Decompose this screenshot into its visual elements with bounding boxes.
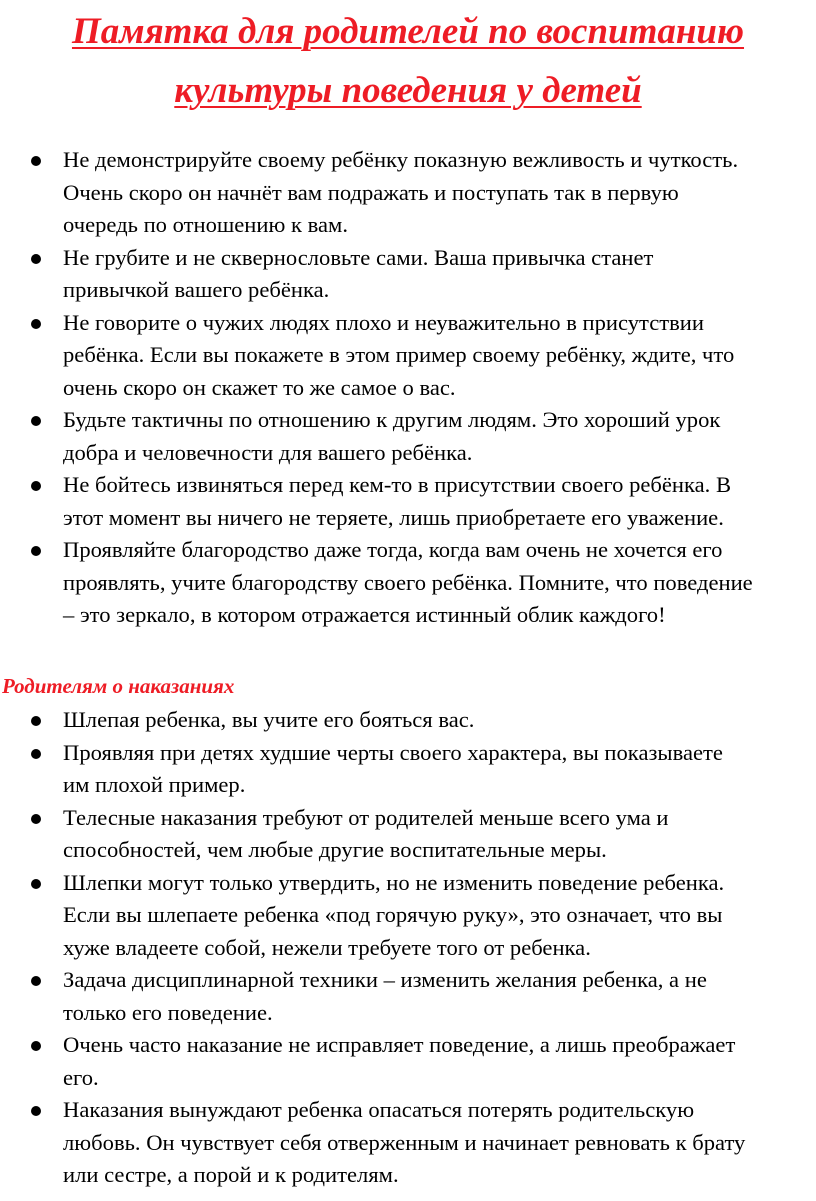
bullet-icon [31, 1041, 41, 1051]
bullet-icon [31, 716, 41, 726]
list-item-text: Наказания вынуждают ребенка опасаться потерять родительскую любовь. Он чувствует себя отверженным и начинает ревновать к брату или сестре, а порой и к родителям. [63, 1097, 746, 1187]
bullet-icon [31, 879, 41, 889]
manners-tips-list [0, 144, 816, 632]
list-item [0, 704, 816, 737]
list-item [0, 469, 816, 534]
bullet-icon [31, 416, 41, 426]
list-item-text: Проявляйте благородство даже тогда, когда вам очень не хочется его проявлять, учите благородству своего ребёнка. Помните, что поведение – это зеркало, в котором отражается истинный облик каждого! [63, 537, 753, 627]
bullet-icon [31, 814, 41, 824]
bullet-icon [31, 254, 41, 264]
bullet-icon [31, 319, 41, 329]
bullet-icon [31, 546, 41, 556]
page-title: Памятка для родителей по воспитанию культуры поведения у детей [71, 11, 745, 111]
list-item [0, 964, 816, 1029]
list-item [0, 534, 816, 632]
list-item-text: Очень часто наказание не исправляет поведение, а лишь преображает его. [63, 1032, 736, 1090]
list-item-text: Не бойтесь извиняться перед кем-то в присутствии своего ребёнка. В этот момент вы ничего не теряете, лишь приобретаете его уважение. [63, 472, 732, 530]
list-item-text: Проявляя при детях худшие черты своего характера, вы показываете им плохой пример. [63, 739, 723, 797]
punishment-tips-list [0, 704, 816, 1192]
list-item [0, 242, 816, 307]
bullet-icon [31, 1106, 41, 1116]
list-item-text: Не демонстрируйте своему ребёнку показную вежливость и чуткость. Очень скоро он начнёт вам подражать и поступать так в первую очередь по отношению к вам. [63, 147, 739, 237]
list-item-text: Не говорите о чужих людях плохо и неуважительно в присутствии ребёнка. Если вы покажете в этом пример своему ребёнку, ждите, что очень скоро он скажет то же самое о вас. [63, 309, 735, 400]
list-item [0, 867, 816, 965]
punishment-section-heading: Родителям о наказаниях [2, 674, 235, 698]
list-item [0, 307, 816, 405]
list-item-text: Шлепки могут только утвердить, но не изменить поведение ребенка. Если вы шлепаете ребенка «под горячую руку», это означает, что вы хуже владеете собой, нежели требуете того от ребенка. [63, 869, 725, 960]
list-item [0, 802, 816, 867]
bullet-icon [31, 481, 41, 491]
bullet-icon [31, 156, 41, 166]
bullet-icon [31, 749, 41, 759]
list-item-text: Телесные наказания требуют от родителей меньше всего ума и способностей, чем любые другие воспитательные меры. [63, 804, 669, 862]
list-item [0, 404, 816, 469]
list-item [0, 1029, 816, 1094]
list-item-text: Шлепая ребенка, вы учите его бояться вас. [63, 707, 475, 732]
list-item-text: Будьте тактичны по отношению к другим людям. Это хороший урок добра и человечности для вашего ребёнка. [63, 407, 721, 465]
list-item [0, 144, 816, 242]
list-item-text: Задача дисциплинарной техники – изменить желания ребенка, а не только его поведение. [63, 967, 707, 1025]
list-item-text: Не грубите и не сквернословьте сами. Ваша привычка станет привычкой вашего ребёнка. [63, 244, 654, 302]
bullet-icon [31, 976, 41, 986]
list-item [0, 1094, 816, 1192]
list-item [0, 737, 816, 802]
